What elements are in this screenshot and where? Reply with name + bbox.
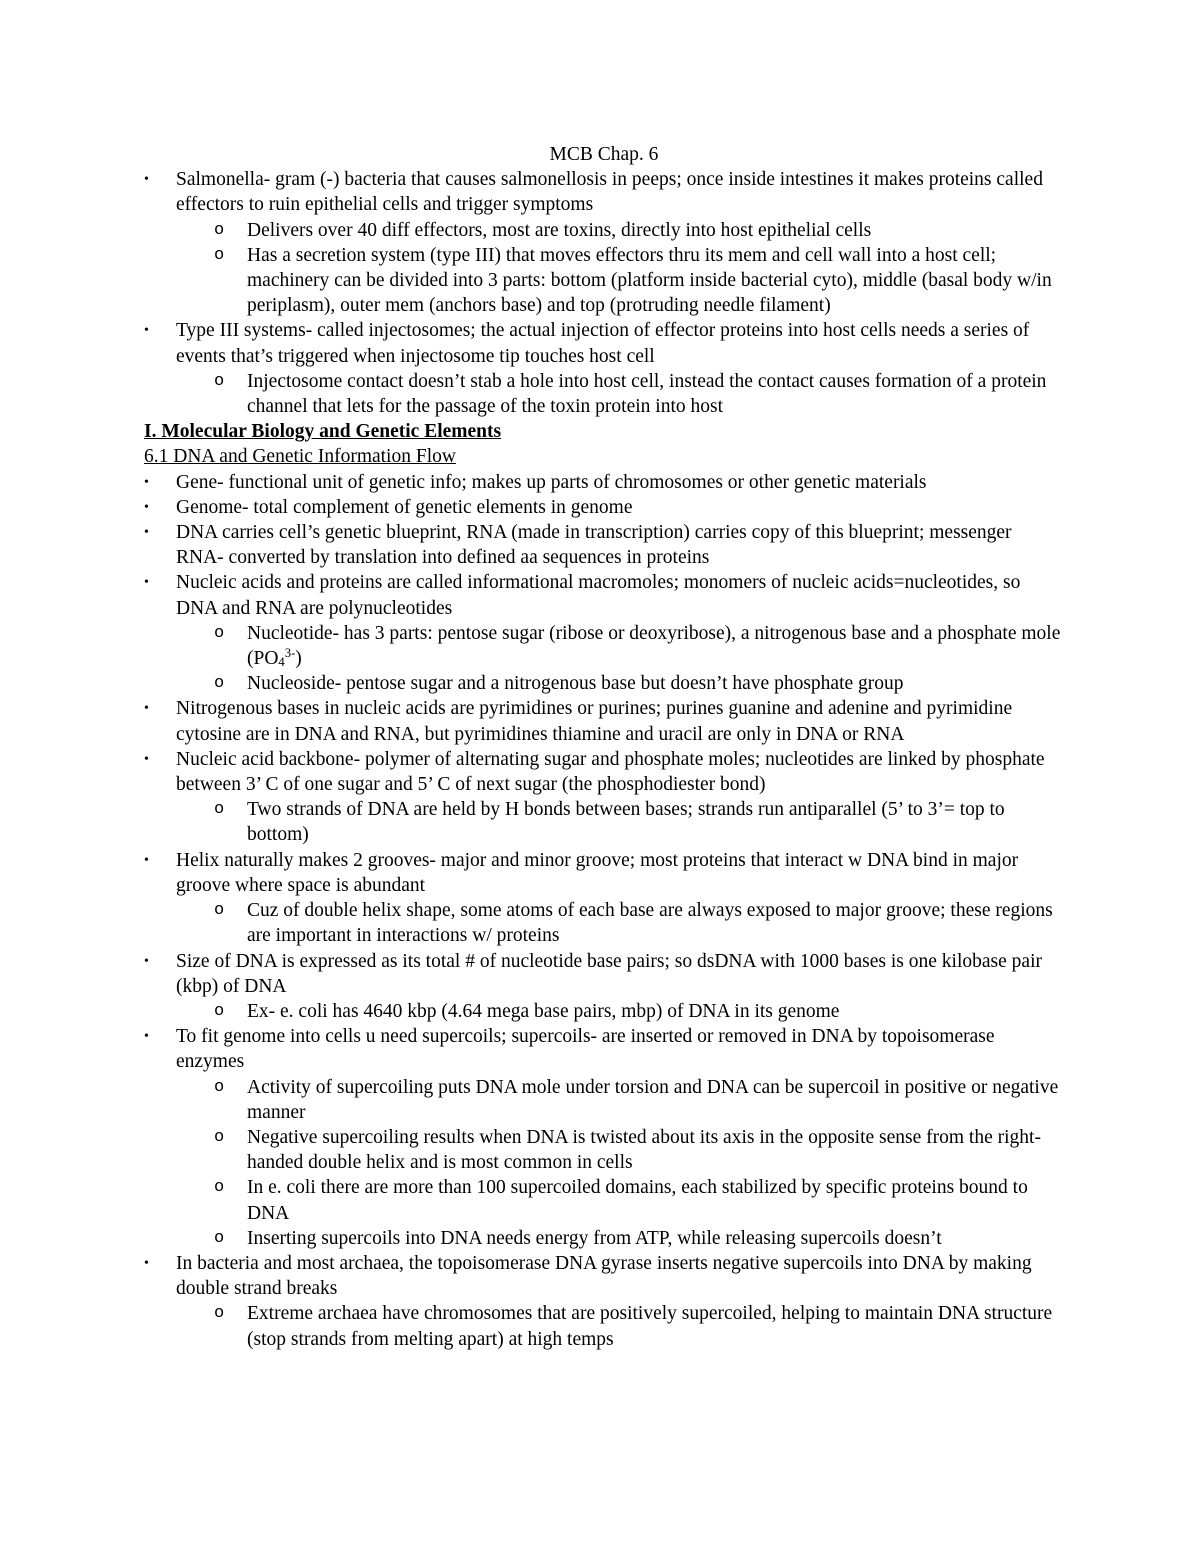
list-item	[144, 747, 1064, 848]
sub-list-item	[214, 1125, 1064, 1175]
list-item-text: Nucleic acid backbone- polymer of alternating sugar and phosphate moles; nucleotides are linked by phosphate between 3’ C of one sugar and 5’ C of next sugar (the phosphodiester bond)	[176, 748, 1045, 796]
sub-list	[176, 999, 1064, 1024]
sub-list-item	[214, 797, 1064, 847]
sub-bullet-icon: o	[214, 623, 225, 643]
document-page	[144, 142, 1064, 1352]
sub-bullet-icon: o	[214, 674, 225, 694]
sub-list-item	[214, 218, 1064, 243]
list-item	[144, 570, 1064, 696]
document-title: MCB Chap. 6	[549, 144, 659, 165]
sub-list	[176, 1075, 1064, 1251]
bullet-icon: •	[144, 172, 149, 188]
sub-list-item	[214, 999, 1064, 1024]
list-item-text: Gene- functional unit of genetic info; makes up parts of chromosomes or other genetic materials	[176, 471, 927, 493]
sub-bullet-icon: o	[214, 901, 225, 921]
phosphate-subscript: 4	[278, 654, 285, 669]
sub-list-item	[214, 1075, 1064, 1125]
list-item	[144, 520, 1064, 570]
sub-list-item-text: Cuz of double helix shape, some atoms of each base are always exposed to major groove; these regions are important in interactions w/ proteins	[247, 900, 1053, 947]
list-item	[144, 495, 1064, 520]
sub-list-item	[214, 898, 1064, 948]
subsection-heading: 6.1 DNA and Genetic Information Flow	[144, 446, 456, 468]
bullet-icon: •	[144, 499, 149, 515]
bullet-icon: •	[144, 953, 149, 969]
list-item	[144, 1024, 1064, 1251]
section-heading: I. Molecular Biology and Genetic Elements	[144, 421, 502, 443]
intro-list	[144, 167, 1064, 419]
list-item-text: In bacteria and most archaea, the topoisomerase DNA gyrase inserts negative supercoils into DNA by making double strand breaks	[176, 1252, 1032, 1300]
sub-list-item-text: In e. coli there are more than 100 supercoiled domains, each stabilized by specific proteins bound to DNA	[247, 1177, 1028, 1224]
sub-bullet-icon: o	[214, 1228, 225, 1248]
bullet-icon: •	[144, 1029, 149, 1045]
sub-bullet-icon: o	[214, 1304, 225, 1324]
sub-list-item	[214, 671, 1064, 696]
list-item-text: To fit genome into cells u need supercoils; supercoils- are inserted or removed in DNA by topoisomerase enzymes	[176, 1026, 995, 1073]
bullet-icon: •	[144, 474, 149, 490]
list-item-text: Size of DNA is expressed as its total # of nucleotide base pairs; so dsDNA with 1000 bases is one kilobase pair (kbp) of DNA	[176, 950, 1042, 997]
list-item	[144, 1251, 1064, 1352]
sub-list-item	[214, 243, 1064, 319]
list-item	[144, 167, 1064, 318]
sub-list-item	[214, 1175, 1064, 1225]
sub-bullet-icon: o	[214, 1077, 225, 1097]
sub-list-item-text: Injectosome contact doesn’t stab a hole into host cell, instead the contact causes formation of a protein channel that lets for the passage of the toxin protein into host	[247, 370, 1047, 418]
list-item-text: DNA carries cell’s genetic blueprint, RNA (made in transcription) carries copy of this blueprint; messenger RNA- converted by translation into defined aa sequences in proteins	[176, 522, 1012, 569]
sub-list	[176, 1301, 1064, 1351]
sub-list-item-text: Extreme archaea have chromosomes that are positively supercoiled, helping to maintain DNA structure (stop strands from melting apart) at high temps	[247, 1303, 1053, 1350]
sub-bullet-icon: o	[214, 1178, 225, 1198]
sub-list-item-text: Nucleoside- pentose sugar and a nitrogenous base but doesn’t have phosphate group	[247, 673, 904, 695]
list-item	[144, 470, 1064, 495]
phosphate-superscript: 3-	[284, 646, 296, 661]
bullet-icon: •	[144, 323, 149, 339]
list-item-text: Salmonella- gram (-) bacteria that causes salmonellosis in peeps; once inside intestines it makes proteins called effectors to ruin epithelial cells and trigger symptoms	[176, 169, 1043, 216]
list-item-text: Nitrogenous bases in nucleic acids are pyrimidines or purines; purines guanine and adenine and pyrimidine cytosine are in DNA and RNA, but pyrimidines thiamine and uracil are only in DNA or RNA	[176, 698, 1013, 745]
sub-list-item-text: Ex- e. coli has 4640 kbp (4.64 mega base pairs, mbp) of DNA in its genome	[247, 1000, 840, 1022]
sub-list-item-text: Activity of supercoiling puts DNA mole under torsion and DNA can be supercoil in positive or negative manner	[247, 1076, 1059, 1123]
sub-list-item-text: Inserting supercoils into DNA needs energy from ATP, while releasing supercoils doesn’t	[247, 1227, 942, 1249]
list-item	[144, 696, 1064, 746]
sub-bullet-icon: o	[214, 1127, 225, 1147]
sub-bullet-icon: o	[214, 1001, 225, 1021]
sub-bullet-icon: o	[214, 371, 225, 391]
list-item	[144, 318, 1064, 419]
sub-list-item-text: Delivers over 40 diff effectors, most are toxins, directly into host epithelial cells	[247, 219, 872, 241]
sub-list-item	[214, 1226, 1064, 1251]
list-item	[144, 949, 1064, 1025]
list-item-text: Helix naturally makes 2 grooves- major and minor groove; most proteins that interact w DNA bind in major groove where space is abundant	[176, 849, 1019, 896]
list-item	[144, 848, 1064, 949]
list-item-text: Type III systems- called injectosomes; the actual injection of effector proteins into host cells needs a series of events that’s triggered when injectosome tip touches host cell	[176, 320, 1030, 367]
sub-list-item-text: Negative supercoiling results when DNA is twisted about its axis in the opposite sense from the right-handed double helix and is most common in cells	[247, 1126, 1041, 1174]
sub-list	[176, 797, 1064, 847]
sub-bullet-icon: o	[214, 800, 225, 820]
sub-list-item-text: Two strands of DNA are held by H bonds between bases; strands run antiparallel (5’ to 3’= top to bottom)	[247, 799, 1005, 846]
phosphate-close: )	[295, 648, 302, 670]
sub-bullet-icon: o	[214, 245, 225, 265]
sub-bullet-icon: o	[214, 220, 225, 240]
bullet-icon: •	[144, 575, 149, 591]
bullet-icon: •	[144, 751, 149, 767]
list-item-text: Nucleic acids and proteins are called informational macromoles; monomers of nucleic acids=nucleotides, so DNA and RNA are polynucleotides	[176, 572, 1021, 619]
sub-list-item	[214, 621, 1064, 671]
sub-list-item-text: Nucleotide- has 3 parts: pentose sugar (ribose or deoxyribose), a nitrogenous base and a phosphate mole (PO	[247, 622, 1061, 670]
sub-list	[176, 369, 1064, 419]
bullet-icon: •	[144, 701, 149, 717]
sub-list	[176, 898, 1064, 948]
bullet-icon: •	[144, 852, 149, 868]
bullet-icon: •	[144, 1255, 149, 1271]
sub-list-item-text: Has a secretion system (type III) that moves effectors thru its mem and cell wall into a host cell; machinery can be divided into 3 parts: bottom (platform inside bacterial cyto), middle (basal body w/in periplasm), outer mem (anchors base) and top (protruding needle filament)	[247, 244, 1052, 317]
notes-list	[144, 470, 1064, 1352]
sub-list	[176, 621, 1064, 697]
sub-list-item	[214, 1301, 1064, 1351]
sub-list-item	[214, 369, 1064, 419]
sub-list	[176, 218, 1064, 319]
list-item-text: Genome- total complement of genetic elements in genome	[176, 496, 633, 518]
bullet-icon: •	[144, 525, 149, 541]
